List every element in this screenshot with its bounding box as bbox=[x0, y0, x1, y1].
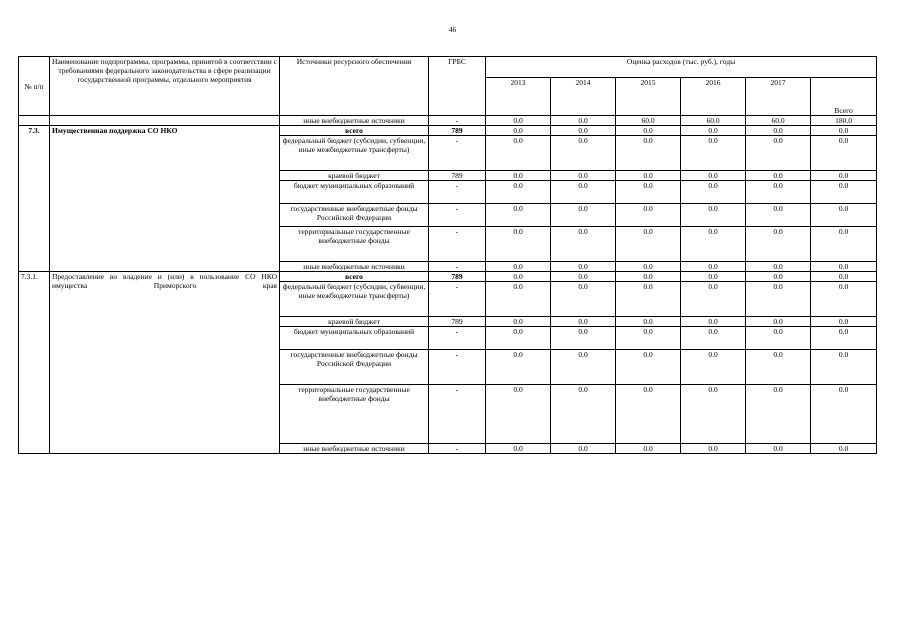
cell-source: бюджет муниципальных образований bbox=[280, 181, 429, 204]
section-name: Имущественная поддержка СО НКО bbox=[50, 126, 280, 272]
cell-grbs: - bbox=[429, 444, 486, 454]
cell-source: краевой бюджет bbox=[280, 171, 429, 181]
cell-value: 0.0 bbox=[746, 444, 811, 454]
cell-value: 0.0 bbox=[616, 171, 681, 181]
cell-value: 0.0 bbox=[486, 227, 551, 262]
cell-value: 0.0 bbox=[486, 126, 551, 136]
cell-num bbox=[19, 116, 50, 126]
cell-value: 0.0 bbox=[811, 385, 877, 444]
cell-value: 180.0 bbox=[811, 116, 877, 126]
cell-value: 0.0 bbox=[551, 136, 616, 171]
cell-grbs: 789 bbox=[429, 317, 486, 327]
page-number: 46 bbox=[448, 25, 457, 34]
cell-grbs: - bbox=[429, 227, 486, 262]
cell-grbs: - bbox=[429, 262, 486, 272]
cell-value: 0.0 bbox=[746, 181, 811, 204]
cell-value: 0.0 bbox=[616, 136, 681, 171]
cell-value: 0.0 bbox=[616, 204, 681, 227]
cell-value: 0.0 bbox=[681, 171, 746, 181]
cell-source: бюджет муниципальных образований bbox=[280, 327, 429, 350]
cell-value: 0.0 bbox=[616, 126, 681, 136]
cell-value: 0.0 bbox=[746, 204, 811, 227]
cell-value: 0.0 bbox=[681, 282, 746, 317]
budget-table bbox=[18, 56, 877, 454]
cell-value: 0.0 bbox=[681, 136, 746, 171]
cell-grbs: - bbox=[429, 116, 486, 126]
cell-value: 0.0 bbox=[681, 204, 746, 227]
cell-value: 0.0 bbox=[811, 262, 877, 272]
cell-value: 0.0 bbox=[681, 262, 746, 272]
cell-value: 0.0 bbox=[616, 327, 681, 350]
cell-value: 0.0 bbox=[486, 282, 551, 317]
cell-grbs: - bbox=[429, 327, 486, 350]
header-col-grbs: ГРБС bbox=[429, 57, 486, 116]
cell-value: 0.0 bbox=[746, 327, 811, 350]
header-col-name: Наименование подпрограммы, программы, принятой в соответствии с требованиями федерального законодательства в сфере реализации государственной программы, отдельного мероприятия bbox=[50, 57, 280, 116]
cell-grbs: 789 bbox=[429, 171, 486, 181]
cell-grbs: 789 bbox=[429, 272, 486, 282]
cell-value: 0.0 bbox=[486, 317, 551, 327]
cell-source: всего bbox=[280, 272, 429, 282]
cell-value: 0.0 bbox=[681, 444, 746, 454]
cell-value: 0.0 bbox=[811, 282, 877, 317]
cell-source: краевой бюджет bbox=[280, 317, 429, 327]
cell-value: 0.0 bbox=[486, 262, 551, 272]
cell-value: 0.0 bbox=[811, 317, 877, 327]
cell-value: 0.0 bbox=[681, 385, 746, 444]
cell-value: 0.0 bbox=[551, 116, 616, 126]
cell-grbs: - bbox=[429, 204, 486, 227]
cell-value: 0.0 bbox=[746, 385, 811, 444]
cell-value: 0.0 bbox=[486, 444, 551, 454]
cell-source: иные внебюджетные источники bbox=[280, 262, 429, 272]
cell-value: 0.0 bbox=[551, 227, 616, 262]
cell-source: иные внебюджетные источники bbox=[280, 444, 429, 454]
header-row-1 bbox=[19, 57, 877, 78]
cell-grbs: - bbox=[429, 181, 486, 204]
cell-value: 0.0 bbox=[616, 350, 681, 385]
cell-value: 0.0 bbox=[746, 262, 811, 272]
cell-value: 0.0 bbox=[746, 317, 811, 327]
cell-value: 0.0 bbox=[811, 126, 877, 136]
cell-value: 0.0 bbox=[616, 181, 681, 204]
cell-source: государственные внебюджетные фонды Российской Федерации bbox=[280, 350, 429, 385]
cell-value: 0.0 bbox=[551, 444, 616, 454]
cell-value: 0.0 bbox=[746, 227, 811, 262]
cell-value: 60.0 bbox=[616, 116, 681, 126]
table-row bbox=[19, 126, 877, 136]
cell-value: 0.0 bbox=[811, 272, 877, 282]
cell-value: 0.0 bbox=[551, 350, 616, 385]
cell-value: 0.0 bbox=[486, 272, 551, 282]
cell-value: 0.0 bbox=[811, 327, 877, 350]
cell-value: 0.0 bbox=[486, 116, 551, 126]
cell-value: 60.0 bbox=[746, 116, 811, 126]
header-year: 2016 bbox=[681, 78, 746, 116]
cell-value: 0.0 bbox=[616, 272, 681, 282]
table-row bbox=[19, 272, 877, 282]
section-number: 7.3.1. bbox=[19, 272, 50, 454]
header-year: 2015 bbox=[616, 78, 681, 116]
cell-value: 0.0 bbox=[681, 272, 746, 282]
cell-value: 0.0 bbox=[486, 327, 551, 350]
cell-value: 0.0 bbox=[551, 204, 616, 227]
cell-value: 0.0 bbox=[746, 136, 811, 171]
cell-source: иные внебюджетные источники bbox=[280, 116, 429, 126]
cell-source: территориальные государственные внебюджетные фонды bbox=[280, 385, 429, 444]
cell-value: 0.0 bbox=[486, 171, 551, 181]
cell-value: 0.0 bbox=[681, 227, 746, 262]
cell-value: 0.0 bbox=[681, 126, 746, 136]
cell-value: 0.0 bbox=[486, 350, 551, 385]
cell-value: 0.0 bbox=[681, 327, 746, 350]
cell-value: 0.0 bbox=[746, 171, 811, 181]
header-col-source: Источники ресурсного обеспечения bbox=[280, 57, 429, 116]
cell-grbs: - bbox=[429, 385, 486, 444]
cell-value: 0.0 bbox=[681, 181, 746, 204]
cell-value: 0.0 bbox=[746, 350, 811, 385]
cell-value: 0.0 bbox=[551, 262, 616, 272]
cell-source: территориальные государственные внебюджетные фонды bbox=[280, 227, 429, 262]
cell-value: 0.0 bbox=[681, 317, 746, 327]
cell-value: 0.0 bbox=[486, 385, 551, 444]
cell-value: 0.0 bbox=[746, 126, 811, 136]
cell-value: 0.0 bbox=[616, 282, 681, 317]
cell-value: 0.0 bbox=[811, 136, 877, 171]
cell-source: государственные внебюджетные фонды Российской Федерации bbox=[280, 204, 429, 227]
table-row bbox=[19, 116, 877, 126]
cell-value: 0.0 bbox=[551, 171, 616, 181]
cell-value: 0.0 bbox=[486, 136, 551, 171]
cell-value: 0.0 bbox=[486, 181, 551, 204]
cell-value: 0.0 bbox=[551, 317, 616, 327]
cell-value: 0.0 bbox=[681, 350, 746, 385]
cell-source: всего bbox=[280, 126, 429, 136]
cell-value: 0.0 bbox=[616, 385, 681, 444]
cell-value: 0.0 bbox=[811, 227, 877, 262]
header-total: Всего bbox=[811, 78, 877, 116]
cell-value: 0.0 bbox=[616, 262, 681, 272]
cell-value: 0.0 bbox=[811, 350, 877, 385]
cell-value: 0.0 bbox=[811, 444, 877, 454]
cell-value: 0.0 bbox=[811, 181, 877, 204]
cell-value: 0.0 bbox=[551, 282, 616, 317]
cell-value: 0.0 bbox=[551, 385, 616, 444]
header-col-estimate: Оценка расходов (тыс. руб.), годы bbox=[486, 57, 877, 78]
header-year: 2014 bbox=[551, 78, 616, 116]
cell-value: 0.0 bbox=[551, 327, 616, 350]
cell-value: 60.0 bbox=[681, 116, 746, 126]
section-number: 7.3. bbox=[19, 126, 50, 272]
cell-value: 0.0 bbox=[616, 444, 681, 454]
header-col-num: № п/п bbox=[19, 57, 50, 116]
cell-source: федеральный бюджет (субсидии, субвенции, иные межбюджетные трансферты) bbox=[280, 136, 429, 171]
cell-grbs: 789 bbox=[429, 126, 486, 136]
cell-value: 0.0 bbox=[551, 272, 616, 282]
cell-value: 0.0 bbox=[811, 204, 877, 227]
header-year: 2013 bbox=[486, 78, 551, 116]
cell-source: федеральный бюджет (субсидии, субвенции, иные межбюджетные трансферты) bbox=[280, 282, 429, 317]
cell-grbs: - bbox=[429, 350, 486, 385]
cell-value: 0.0 bbox=[616, 317, 681, 327]
header-year: 2017 bbox=[746, 78, 811, 116]
cell-value: 0.0 bbox=[486, 204, 551, 227]
cell-value: 0.0 bbox=[746, 282, 811, 317]
cell-name bbox=[50, 116, 280, 126]
cell-value: 0.0 bbox=[551, 126, 616, 136]
cell-value: 0.0 bbox=[746, 272, 811, 282]
cell-grbs: - bbox=[429, 136, 486, 171]
cell-value: 0.0 bbox=[811, 171, 877, 181]
cell-value: 0.0 bbox=[551, 181, 616, 204]
cell-grbs: - bbox=[429, 282, 486, 317]
cell-value: 0.0 bbox=[616, 227, 681, 262]
section-name: Предоставление во владение и (или) в пользование СО НКО имущества Приморского края bbox=[50, 272, 280, 454]
